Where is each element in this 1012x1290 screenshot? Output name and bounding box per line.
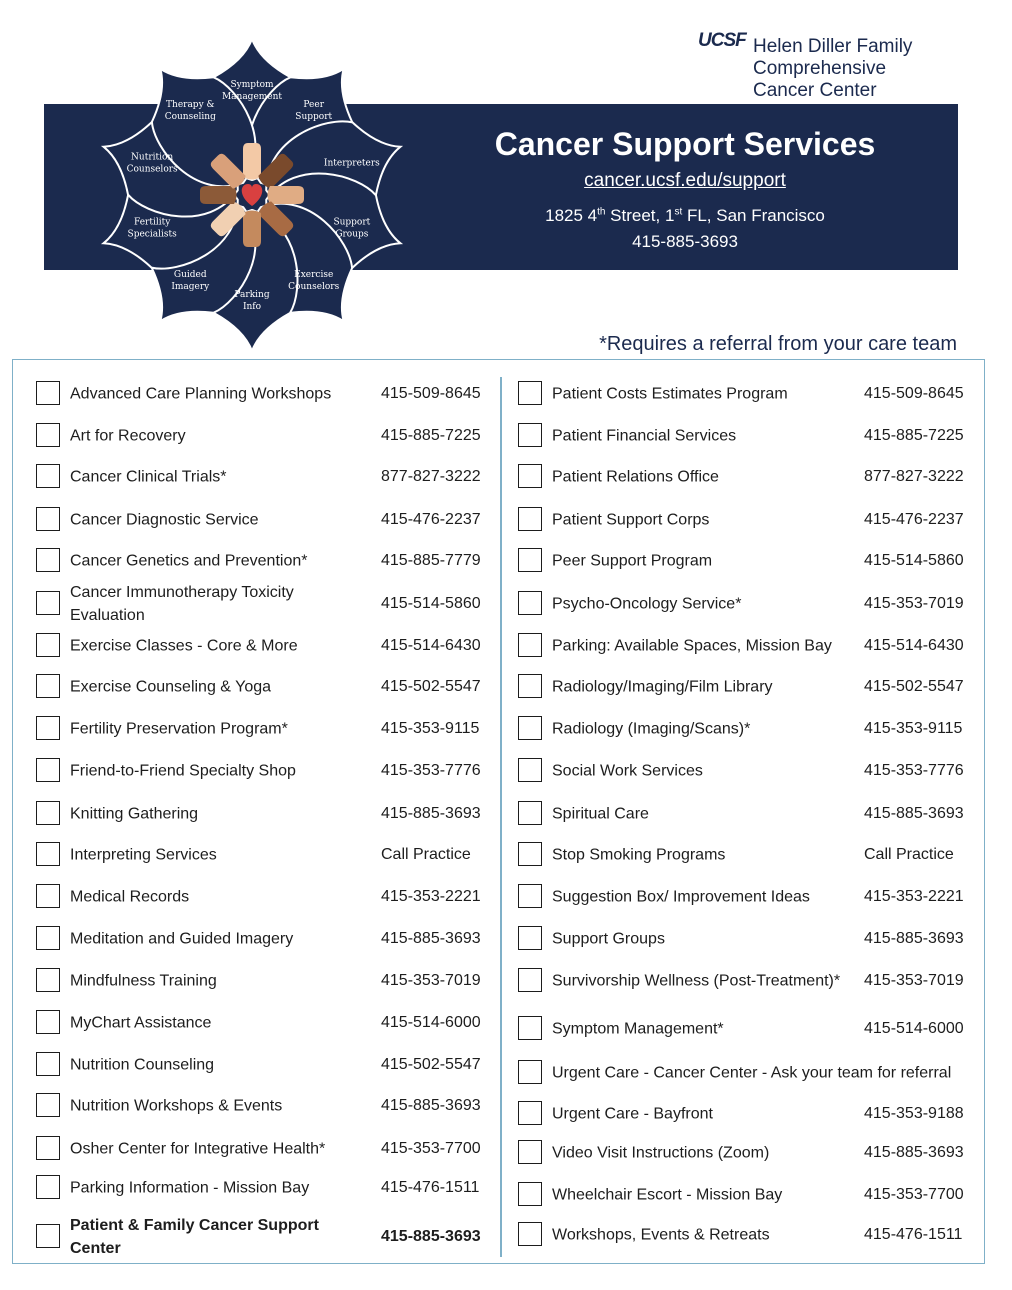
service-checkbox[interactable] [518, 548, 542, 572]
service-row [36, 1004, 491, 1042]
service-row [518, 627, 968, 665]
service-checkbox[interactable] [36, 968, 60, 992]
service-name: Symptom Management* [552, 1020, 724, 1038]
service-row [518, 458, 968, 496]
service-name: Cancer Immunotherapy Toxicity Evaluation [70, 584, 294, 624]
main-phone: 415-885-3693 [632, 232, 738, 251]
service-name: Suggestion Box/ Improvement Ideas [552, 888, 810, 906]
service-name: Advanced Care Planning Workshops [70, 385, 332, 403]
service-name: Peer Support Program [552, 552, 713, 570]
petal-label: Specialists [127, 229, 177, 240]
service-phone: Call Practice [864, 846, 954, 863]
service-phone: 415-353-7776 [381, 762, 481, 779]
petal-label: Nutrition [131, 152, 174, 163]
service-phone: 415-885-3693 [381, 1228, 481, 1245]
service-row [36, 458, 491, 496]
service-checkbox[interactable] [518, 884, 542, 908]
service-row [36, 1087, 491, 1125]
service-checkbox[interactable] [518, 801, 542, 825]
service-phone: 415-502-5547 [864, 678, 964, 695]
service-phone: 415-885-3693 [381, 1097, 481, 1114]
service-row [36, 878, 491, 916]
service-phone: 415-353-7019 [864, 972, 964, 989]
service-row [518, 417, 968, 455]
service-checkbox[interactable] [518, 1222, 542, 1246]
service-checkbox[interactable] [36, 423, 60, 447]
service-phone: 415-353-9115 [864, 720, 963, 737]
hand-shape [268, 186, 305, 204]
petal-label: Groups [335, 229, 369, 240]
service-checkbox[interactable] [518, 633, 542, 657]
service-phone: 877-827-3222 [381, 468, 481, 485]
service-name: Patient & Family Cancer Support Center [70, 1217, 319, 1257]
service-row [518, 1176, 968, 1214]
service-checkbox[interactable] [518, 716, 542, 740]
service-phone: 415-509-8645 [381, 385, 481, 402]
service-checkbox[interactable] [36, 884, 60, 908]
service-phone: 415-885-3693 [381, 930, 481, 947]
service-name: Cancer Clinical Trials* [70, 468, 227, 486]
service-checkbox[interactable] [36, 1010, 60, 1034]
service-name: Nutrition Counseling [70, 1056, 215, 1074]
service-name: Urgent Care - Bayfront [552, 1105, 713, 1123]
service-checkbox[interactable] [36, 464, 60, 488]
service-row [36, 417, 491, 455]
service-row [36, 1046, 491, 1084]
service-checkbox[interactable] [36, 548, 60, 572]
service-name: Knitting Gathering [70, 805, 199, 823]
service-name: Patient Support Corps [552, 511, 710, 529]
petal-label: Counseling [164, 112, 216, 123]
service-row [36, 795, 491, 833]
service-phone: 415-476-1511 [864, 1226, 963, 1243]
service-phone: 415-514-6000 [864, 1020, 964, 1037]
petal-label: Symptom [230, 80, 274, 90]
service-checkbox[interactable] [36, 1136, 60, 1160]
petal-label: Guided [173, 269, 207, 280]
service-checkbox[interactable] [518, 464, 542, 488]
petal-label: Therapy & [166, 100, 215, 111]
petal-label: Support [333, 217, 371, 228]
service-checkbox[interactable] [36, 1052, 60, 1076]
support-url-link[interactable]: cancer.ucsf.edu/support [584, 170, 786, 191]
service-name: Patient Relations Office [552, 468, 719, 486]
service-phone: 415-885-7779 [381, 552, 481, 569]
petal-label: Fertility [133, 217, 171, 228]
service-row [518, 836, 968, 874]
service-name: Cancer Diagnostic Service [70, 511, 259, 529]
service-row [36, 1169, 491, 1207]
service-name: Social Work Services [552, 762, 703, 780]
petal-label: Counselors [126, 164, 178, 175]
service-row [36, 752, 491, 790]
address: 1825 4th Street, 1st FL, San Francisco [545, 206, 825, 225]
service-name: Nutrition Workshops & Events [70, 1097, 283, 1115]
service-phone: 415-353-2221 [864, 888, 964, 905]
service-row [36, 710, 491, 748]
service-row [518, 1010, 968, 1048]
heart-icon [242, 184, 263, 206]
petal-label: Info [242, 302, 262, 312]
service-row [36, 1218, 491, 1256]
service-row [36, 962, 491, 1000]
service-phone: 415-514-6430 [381, 637, 481, 654]
petal-label: Management [221, 92, 283, 102]
service-phone: 415-509-8645 [864, 385, 964, 402]
service-row [36, 836, 491, 874]
petal-label: Support [295, 112, 333, 123]
service-name: Urgent Care - Cancer Center - Ask your team for referral [552, 1064, 952, 1082]
service-checkbox[interactable] [518, 381, 542, 405]
service-checkbox[interactable] [518, 1140, 542, 1164]
service-name: Patient Financial Services [552, 427, 737, 445]
service-row [518, 878, 968, 916]
service-phone: 415-885-3693 [864, 805, 964, 822]
service-row [36, 668, 491, 706]
service-row [518, 752, 968, 790]
service-name: Radiology/Imaging/Film Library [552, 678, 773, 696]
service-name: Osher Center for Integrative Health* [70, 1140, 326, 1158]
service-row [518, 585, 968, 623]
service-row [36, 375, 491, 413]
service-checkbox[interactable] [518, 591, 542, 615]
petal-label: Exercise [294, 269, 334, 280]
service-checkbox[interactable] [36, 633, 60, 657]
service-row [518, 1216, 968, 1254]
service-row [518, 542, 968, 580]
service-phone: Call Practice [381, 846, 471, 863]
service-name: Exercise Counseling & Yoga [70, 678, 272, 696]
petal-label: Interpreters [323, 158, 380, 169]
hand-shape [243, 211, 261, 248]
service-row [518, 501, 968, 539]
service-name: Psycho-Oncology Service* [552, 595, 742, 613]
logo-line-3: Cancer Center [753, 80, 877, 101]
service-checkbox[interactable] [36, 1224, 60, 1248]
service-row [36, 1130, 491, 1168]
hand-shape [243, 143, 261, 180]
service-name: Fertility Preservation Program* [70, 720, 288, 738]
service-row [36, 627, 491, 665]
service-checkbox[interactable] [36, 842, 60, 866]
service-checkbox[interactable] [518, 842, 542, 866]
service-checkbox[interactable] [518, 423, 542, 447]
service-phone: 415-885-3693 [864, 930, 964, 947]
service-name: MyChart Assistance [70, 1014, 212, 1032]
service-row [518, 920, 968, 958]
service-phone: 415-885-3693 [864, 1144, 964, 1161]
service-phone: 415-502-5547 [381, 678, 481, 695]
service-phone: 415-514-5860 [864, 552, 964, 569]
ucsf-logo [698, 30, 958, 102]
service-checkbox[interactable] [518, 1182, 542, 1206]
service-phone: 415-514-5860 [381, 595, 481, 612]
service-phone: 415-353-7700 [864, 1186, 964, 1203]
service-checkbox[interactable] [36, 801, 60, 825]
service-phone: 415-476-1511 [381, 1179, 480, 1196]
hand-shape [200, 186, 237, 204]
service-phone: 415-885-3693 [381, 805, 481, 822]
service-checkbox[interactable] [518, 1060, 542, 1084]
service-phone: 415-353-2221 [381, 888, 481, 905]
service-checkbox[interactable] [518, 507, 542, 531]
service-phone: 415-353-9115 [381, 720, 480, 737]
service-checkbox[interactable] [518, 968, 542, 992]
service-name: Mindfulness Training [70, 972, 217, 990]
service-phone: 415-353-7019 [381, 972, 481, 989]
column-divider [500, 377, 502, 1257]
service-phone: 415-514-6000 [381, 1014, 481, 1031]
service-phone: 877-827-3222 [864, 468, 964, 485]
service-row [518, 962, 968, 1000]
service-checkbox[interactable] [36, 1093, 60, 1117]
service-name: Survivorship Wellness (Post-Treatment)* [552, 972, 841, 990]
logo-line-2: Comprehensive [753, 58, 887, 79]
service-name: Art for Recovery [70, 427, 186, 445]
service-name: Workshops, Events & Retreats [552, 1226, 770, 1244]
service-checkbox[interactable] [518, 674, 542, 698]
service-row [518, 710, 968, 748]
service-checkbox[interactable] [36, 507, 60, 531]
service-phone: 415-353-7776 [864, 762, 964, 779]
service-name: Stop Smoking Programs [552, 846, 726, 864]
service-checkbox[interactable] [36, 674, 60, 698]
service-name: Parking: Available Spaces, Mission Bay [552, 637, 832, 655]
service-row [518, 1134, 968, 1172]
service-phone: 415-476-2237 [864, 511, 964, 528]
service-checkbox[interactable] [36, 758, 60, 782]
service-checkbox[interactable] [36, 716, 60, 740]
service-row [518, 795, 968, 833]
service-phone: 415-514-6430 [864, 637, 964, 654]
service-checkbox[interactable] [518, 1101, 542, 1125]
service-name: Exercise Classes - Core & More [70, 637, 298, 655]
service-checkbox[interactable] [36, 926, 60, 950]
service-name: Interpreting Services [70, 846, 217, 864]
service-name: Friend-to-Friend Specialty Shop [70, 762, 296, 780]
service-checkbox[interactable] [36, 1175, 60, 1199]
service-row [36, 585, 491, 623]
service-row [518, 375, 968, 413]
service-row [36, 920, 491, 958]
petal-label: Peer [303, 100, 325, 111]
service-row [36, 542, 491, 580]
petal-label: Imagery [171, 281, 210, 292]
service-checkbox[interactable] [518, 926, 542, 950]
service-checkbox[interactable] [518, 758, 542, 782]
service-row [518, 1095, 968, 1133]
petal-label: Counselors [288, 281, 340, 292]
page-title: Cancer Support Services [494, 126, 876, 162]
service-name: Patient Costs Estimates Program [552, 385, 788, 403]
service-row [518, 668, 968, 706]
service-phone: 415-353-7700 [381, 1140, 481, 1157]
service-checkbox[interactable] [36, 381, 60, 405]
services-flower-graphic [72, 20, 432, 360]
service-row [36, 501, 491, 539]
service-checkbox[interactable] [518, 1016, 542, 1040]
service-name: Parking Information - Mission Bay [70, 1179, 310, 1197]
logo-line-1: Helen Diller Family [753, 36, 913, 57]
service-name: Cancer Genetics and Prevention* [70, 552, 308, 570]
service-phone: 415-885-7225 [864, 427, 964, 444]
service-name: Wheelchair Escort - Mission Bay [552, 1186, 783, 1204]
service-name: Spiritual Care [552, 805, 649, 823]
service-checkbox[interactable] [36, 591, 60, 615]
service-row [518, 1054, 968, 1092]
service-name: Medical Records [70, 888, 190, 906]
ucsf-logo-mark: UCSF [698, 30, 746, 51]
service-name: Video Visit Instructions (Zoom) [552, 1144, 770, 1162]
service-name: Support Groups [552, 930, 665, 948]
service-name: Radiology (Imaging/Scans)* [552, 720, 751, 738]
petal-label: Parking [234, 290, 270, 300]
service-phone: 415-353-7019 [864, 595, 964, 612]
service-phone: 415-502-5547 [381, 1056, 481, 1073]
service-phone: 415-353-9188 [864, 1105, 964, 1122]
service-phone: 415-476-2237 [381, 511, 481, 528]
service-name: Meditation and Guided Imagery [70, 930, 294, 948]
service-phone: 415-885-7225 [381, 427, 481, 444]
referral-note: *Requires a referral from your care team [599, 333, 957, 355]
